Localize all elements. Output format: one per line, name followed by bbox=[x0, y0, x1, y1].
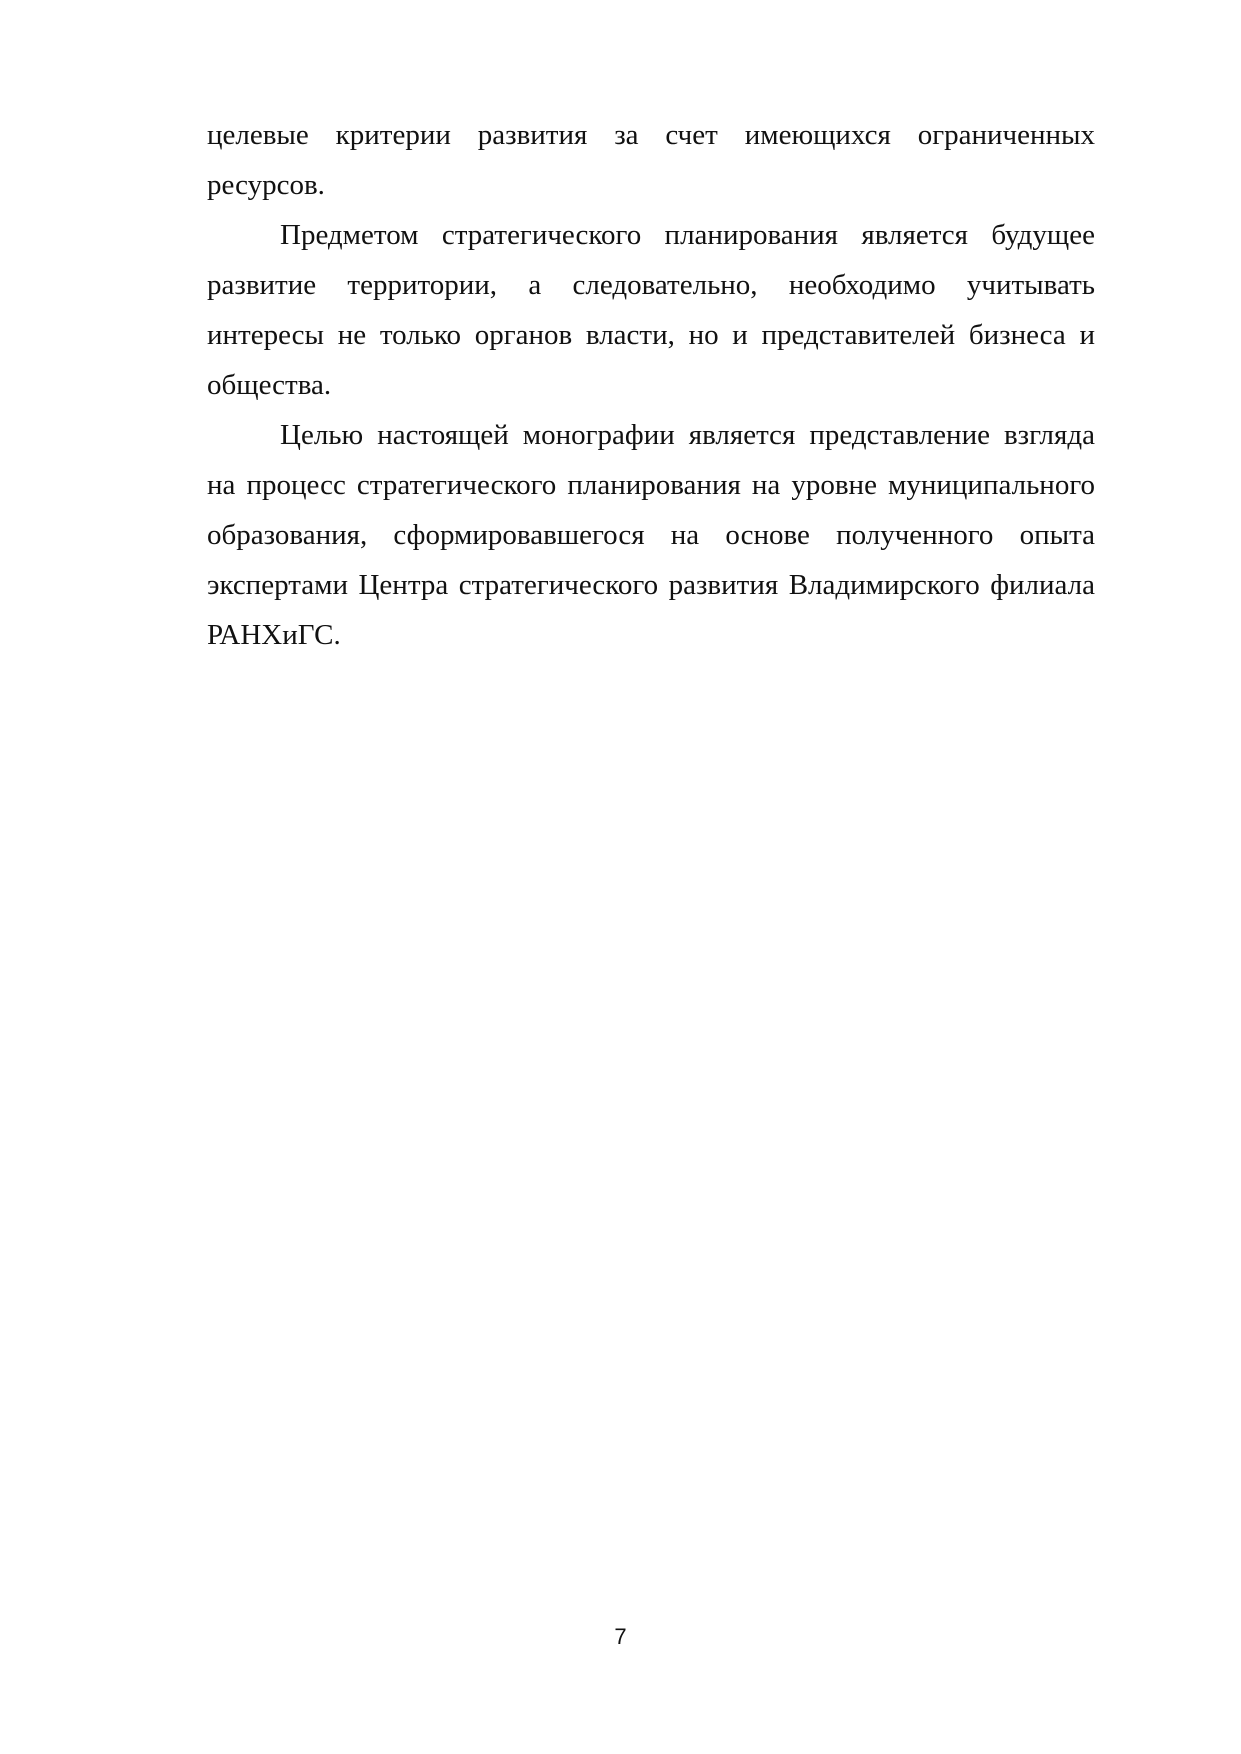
paragraph-subject: Предметом стратегического планирования является будущее развитие территории, а следовательно, необходимо учитывать интересы не только органов власти, но и представителей бизнеса и общества. bbox=[207, 219, 1095, 401]
paragraph-continuation: целевые критерии развития за счет имеющихся ограниченных ресурсов. bbox=[207, 119, 1095, 201]
body-text bbox=[207, 110, 1095, 660]
paragraph-goal: Целью настоящей монографии является представление взгляда на процесс стратегического планирования на уровне муниципального образования, сформировавшегося на основе полученного опыта экспертами Центра стратегического развития Владимирского филиала РАНХиГС. bbox=[207, 419, 1095, 651]
page-number: 7 bbox=[614, 1624, 627, 1649]
